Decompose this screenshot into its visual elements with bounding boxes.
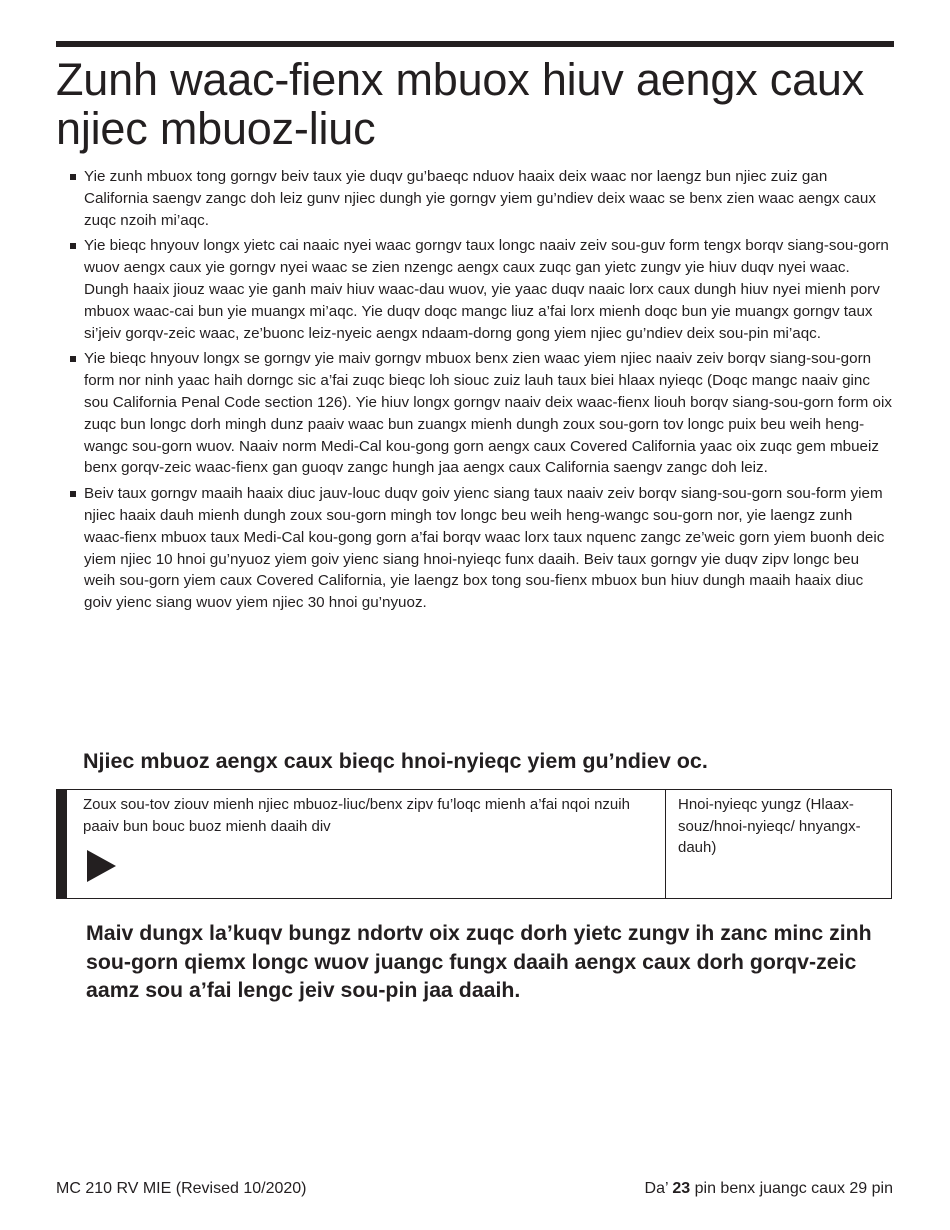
bullet-square-icon (70, 356, 76, 362)
page-number: 23 (672, 1180, 691, 1197)
date-field[interactable] (678, 794, 888, 859)
list-item (70, 166, 892, 231)
list-item-text: Yie zunh mbuox tong gorngv beiv taux yie duqv gu’baeqc nduov haaix deix waac nor laengz bun njiec zuiz gan California saengv zangc doh leiz gunv njiec dungh yie gorngv yiem gu’ndiev deix waac se benx zien waac aengx caux zuqc nzoih mi’aqc. (84, 168, 876, 229)
list-item-text: Beiv taux gorngv maaih haaix diuc jauv-louc duqv goiv yienc siang taux naaiv zeiv borqv siang-sou-gorn sou-form yiem njiec haaix dauh mienh dungh zoux sou-gorn mingh tov longc beu weih heng-wangc sou-gorn nor, yie laengz zunh waac-fienx mbuox taux Medi-Cal kou-gong gorn a’fai borqv waac lorx taux nquenc zangc ze’weic gorn yiem buonh deic yiem njiec 10 hnoi gu’nyuoz yiem goiv yienc siang hnoi-nyieqc funx daaih. Beiv taux gorngv yie duqv zipv longc beu weih sou-gorn yiem caux Covered California, yie laengz box tong sou-fienx mbuox bun hiuv dungh maaih haaix diuc goiv yienc siang wuov yiem njiec 30 hnoi gu’nyuoz. (84, 485, 885, 612)
page-title: Zunh waac-fienx mbuox hiuv aengx caux njiec mbuoz-liuc (56, 54, 865, 154)
bullet-square-icon (70, 491, 76, 497)
bullet-square-icon (70, 243, 76, 249)
signature-field[interactable] (83, 794, 663, 837)
signature-label: Zoux sou-tov ziouv mienh njiec mbuoz-liuc/benx zipv fu’loqc mienh a’fai nqoi nzuih paaiv bun bouc buoz mienh daaih div (83, 796, 630, 835)
top-rule (56, 41, 894, 47)
list-item (70, 348, 892, 479)
notice-text-start: Maiv dungx la’kuqv bungz ndortv oix zuqc dorh yietc zungv ih (86, 921, 721, 945)
list-item-text: Yie bieqc hnyouv longx yietc cai naaic nyei waac gorngv taux longc naaiv zeiv sou-guv form tengx borqv siang-sou-gorn wuov aengx caux yie gorngv nyei waac se zien nzengc aengx caux zuqc gan yietc zungv yie hiuv duqv nyei waac. Dungh haaix jiouz waac yie ganh maiv hiuv waac-dau wuov, yie yaac duqv naaic lorx caux dungh hiuv nyei mienh porv mbuox waac-cai bun yie muangx mi’aqc. Yie duqv doqc mangc liuz a’fai lorx mienh doqc bun yie muangx gorngv taux si’jeiv gorqv-zeic waac, ze’buonc leiz-nyeic aengx ndaam-dorng gong yiem njiec gu’ndiev deix sou-pin mi’aqc. (84, 237, 889, 342)
signature-box (56, 789, 892, 899)
bullet-square-icon (70, 174, 76, 180)
page-indicator (645, 1178, 893, 1200)
notice-text-end: qiemx longc wuov juangc fungx daaih aengx caux dorh gorqv-zeic aamz sou a’fai lengc jeiv sou-pin jaa daaih. (86, 949, 857, 1002)
signature-section-heading: Njiec mbuoz aengx caux bieqc hnoi-nyieqc yiem gu’ndiev oc. (83, 749, 708, 773)
play-arrow-icon (87, 850, 116, 882)
list-item (70, 235, 892, 344)
date-label: Hnoi-nyieqc yungz (Hlaax-souz/hnoi-nyieqc/ hnyangx-dauh) (678, 796, 861, 856)
page-suffix: pin benx juangc caux 29 pin (690, 1180, 893, 1197)
page-prefix: Da’ (644, 1180, 673, 1197)
list-item (70, 483, 892, 614)
statement-list (70, 166, 892, 618)
copy-notice (86, 919, 896, 1005)
form-id: MC 210 RV MIE (Revised 10/2020) (56, 1180, 307, 1197)
notice-bold-text: zanc minc zinh sou-gorn (86, 921, 872, 974)
field-divider (665, 790, 666, 898)
list-item-text: Yie bieqc hnyouv longx se gorngv yie maiv gorngv mbuox benx zien waac yiem njiec naaiv zeiv borqv siang-sou-gorn form nor ninh yaac haih dorngc sic a’fai zuqc bieqc loh siouc zuiz lauh taux biei hlaax nyieqc (Doqc mangc naaiv ginc sou California Penal Code section 126). Yie hiuv longx gorngv naaiv deix waac-fienx liouh borqv siang-sou-gorn form oix zuqc bun longc dorh mingh dunz paaiv waac bun zuangx mienh dungh zoux sou-gorn tov longc puix beu weih heng-wangc sou-gorn wuov. Naaiv norm Medi-Cal kou-gong gorn aengx caux Covered California yaac oix zuqc gem mbueiz benx gorqv-zeic waac-fienx gan guoqv zangc hungh jaa aengx caux California saengv zangc doh leiz. (84, 350, 892, 477)
